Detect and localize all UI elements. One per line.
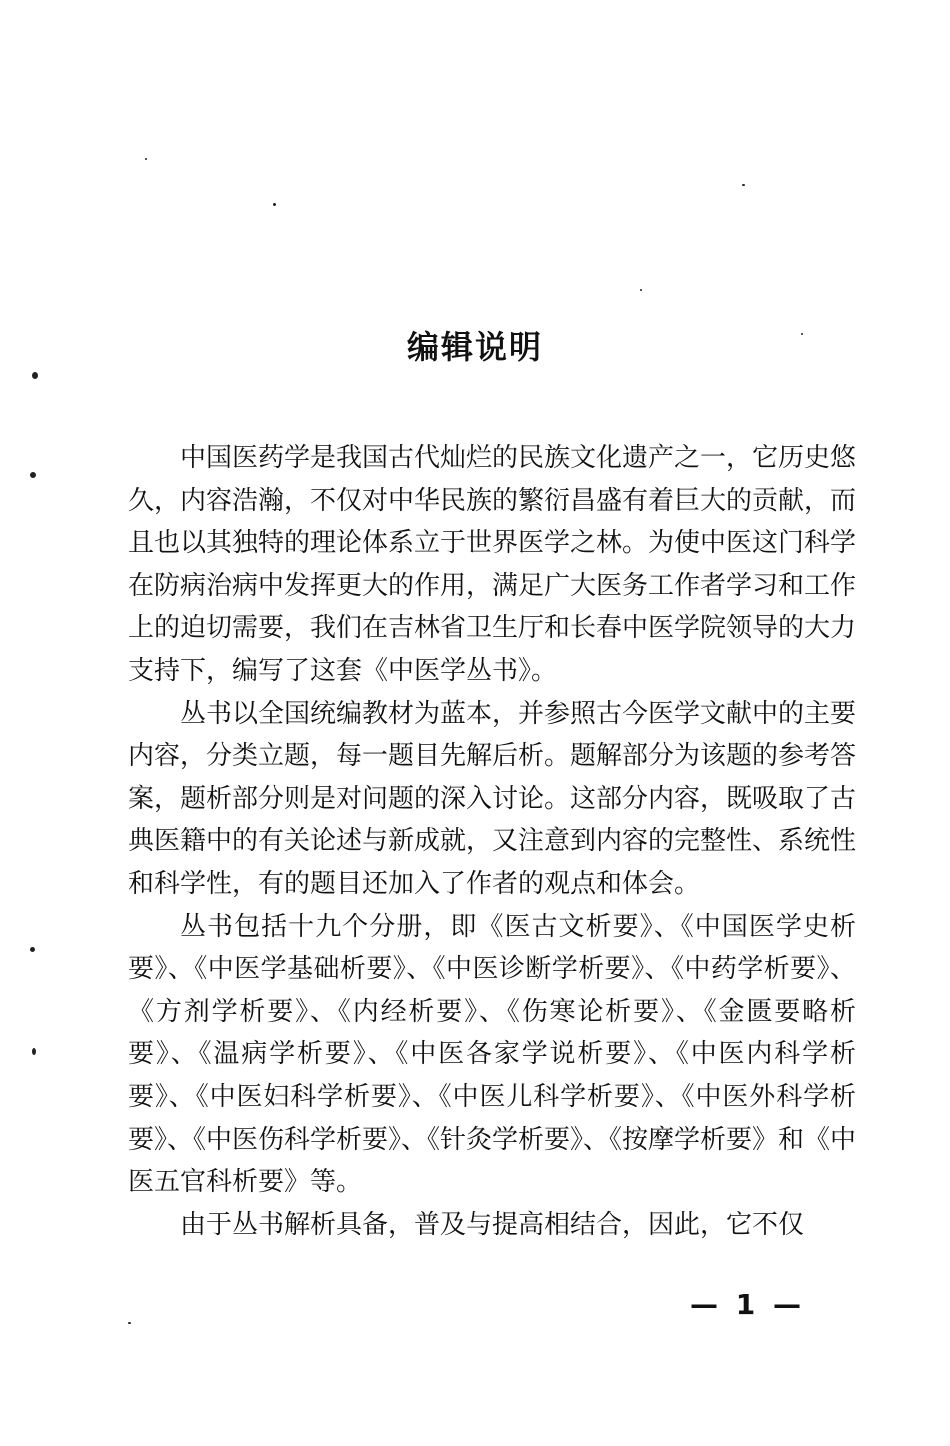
scan-speck [128, 1322, 131, 1324]
scan-speck [742, 184, 745, 186]
body-text [128, 437, 856, 1246]
scan-speck [145, 158, 147, 160]
page-title: 编辑说明 [406, 328, 543, 366]
scan-speck [32, 1048, 36, 1055]
paragraph: 中国医药学是我国古代灿烂的民族文化遗产之一，它历史悠久，内容浩瀚，不仅对中华民族的繁衍昌盛有着巨大的贡献，而且也以其独特的理论体系立于世界医学之林。为使中医这门科学在防病治病中发挥更大的作用，满足广大医务工作者学习和工作上的迫切需要，我们在吉林省卫生厅和长春中医学院领导的大力支持下，编写了这套《中医学丛书》。 [128, 443, 857, 686]
page-number: — 1 — [690, 1288, 805, 1321]
scan-speck [273, 203, 276, 206]
paragraph: 由于丛书解析具备，普及与提高相结合，因此，它不仅 [180, 1209, 805, 1240]
paragraph: 丛书以全国统编教材为蓝本，并参照古今医学文献中的主要内容，分类立题，每一题目先解后析。题解部分为该题的参考答案，题析部分则是对问题的深入讨论。这部分内容，既吸取了古典医籍中的有关论述与新成就，又注意到内容的完整性、系统性和科学性，有的题目还加入了作者的观点和体会。 [128, 698, 857, 899]
scan-speck [32, 372, 38, 379]
scan-speck [30, 947, 35, 952]
scan-speck [640, 289, 642, 291]
paragraph: 丛书包括十九个分册，即《医古文析要》、《中国医学史析要》、《中医学基础析要》、《中医诊断学析要》、《中药学析要》、《方剂学析要》、《内经析要》、《伤寒论析要》、《金匮要略析要》、《温病学析要》、《中医各家学说析要》、《中医内科学析要》、《中医妇科学析要》、《中医儿科学析要》、《中医外科学析要》、《中医伤科学析要》、《针灸学析要》、《按摩学析要》和《中医五官科析要》等。 [128, 911, 857, 1198]
scan-speck [30, 472, 36, 478]
